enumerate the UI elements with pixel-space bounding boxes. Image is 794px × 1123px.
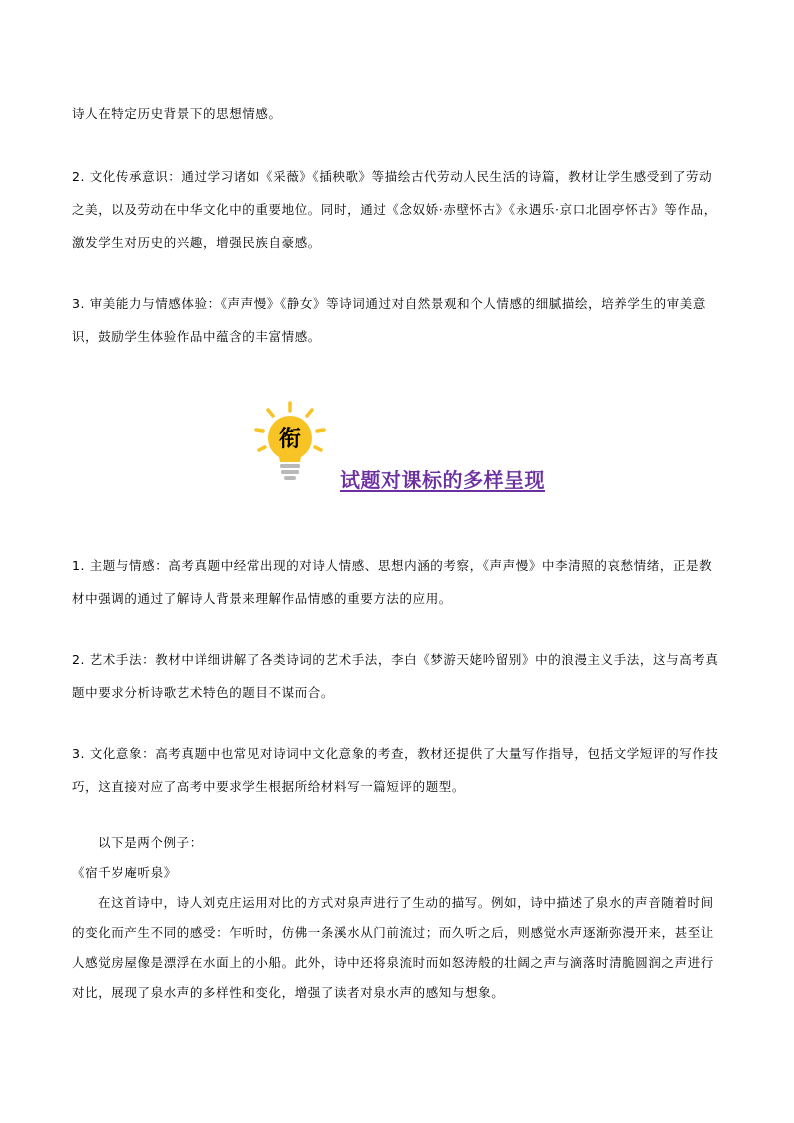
paragraph-cultural-heritage: 2. 文化传承意识：通过学习诸如《采薇》《插秧歌》等描绘古代劳动人民生活的诗篇，教材让学生感受到了劳动之美，以及劳动在中华文化中的重要地位。同时，通过《念奴娇·赤壁怀古》《永遇乐·京口北固亭怀古》等作品，激发学生对历史的兴趣，增强民族自豪感。 xyxy=(72,169,717,250)
bulb-glyph: 衔 xyxy=(278,427,302,452)
examples-section xyxy=(72,828,724,1008)
paragraph-artistic-technique: 2. 艺术手法：教材中详细讲解了各类诗词的艺术手法，李白《梦游天姥吟留别》中的浪漫主义手法，这与高考真题中要求分析诗歌艺术特色的题目不谋而合。 xyxy=(72,652,719,700)
poem-analysis: 在这首诗中，诗人刘克庄运用对比的方式对泉声进行了生动的描写。例如，诗中描述了泉水的声音随着时间的变化而产生不同的感受：乍听时，仿佛一条溪水从门前流过；而久听之后，则感觉水声逐渐弥漫开来，甚至让人感觉房屋像是漂浮在水面上的小船。此外，诗中还将泉流时而如怒涛般的壮阔之声与滴落时清脆圆润之声进行对比，展现了泉水声的多样性和变化，增强了读者对泉水声的感知与想象。 xyxy=(72,895,714,1000)
paragraph-cultural-imagery: 3. 文化意象：高考真题中也常见对诗词中文化意象的考查，教材还提供了大量写作指导，包括文学短评的写作技巧，这直接对应了高考中要求学生根据所给材料写一篇短评的题型。 xyxy=(72,746,719,794)
paragraph-aesthetic-ability: 3. 审美能力与情感体验：《声声慢》《静女》等诗词通过对自然景观和个人情感的细腻描绘，培养学生的审美意识，鼓励学生体验作品中蕴含的丰富情感。 xyxy=(72,296,707,344)
poem-title: 《宿千岁庵听泉》 xyxy=(72,865,177,880)
paragraph-continuation: 诗人在特定历史背景下的思想情感。 xyxy=(72,106,282,121)
paragraph-theme-emotion: 1. 主题与情感：高考真题中经常出现的对诗人情感、思想内涵的考察，《声声慢》中李清照的哀愁情绪，正是教材中强调的通过了解诗人背景来理解作品情感的重要方法的应用。 xyxy=(72,558,713,606)
examples-intro: 以下是两个例子： xyxy=(98,835,203,850)
section-title: 试题对课标的多样呈现 xyxy=(340,468,545,492)
section-heading xyxy=(250,400,570,510)
lightbulb-icon xyxy=(250,400,330,484)
